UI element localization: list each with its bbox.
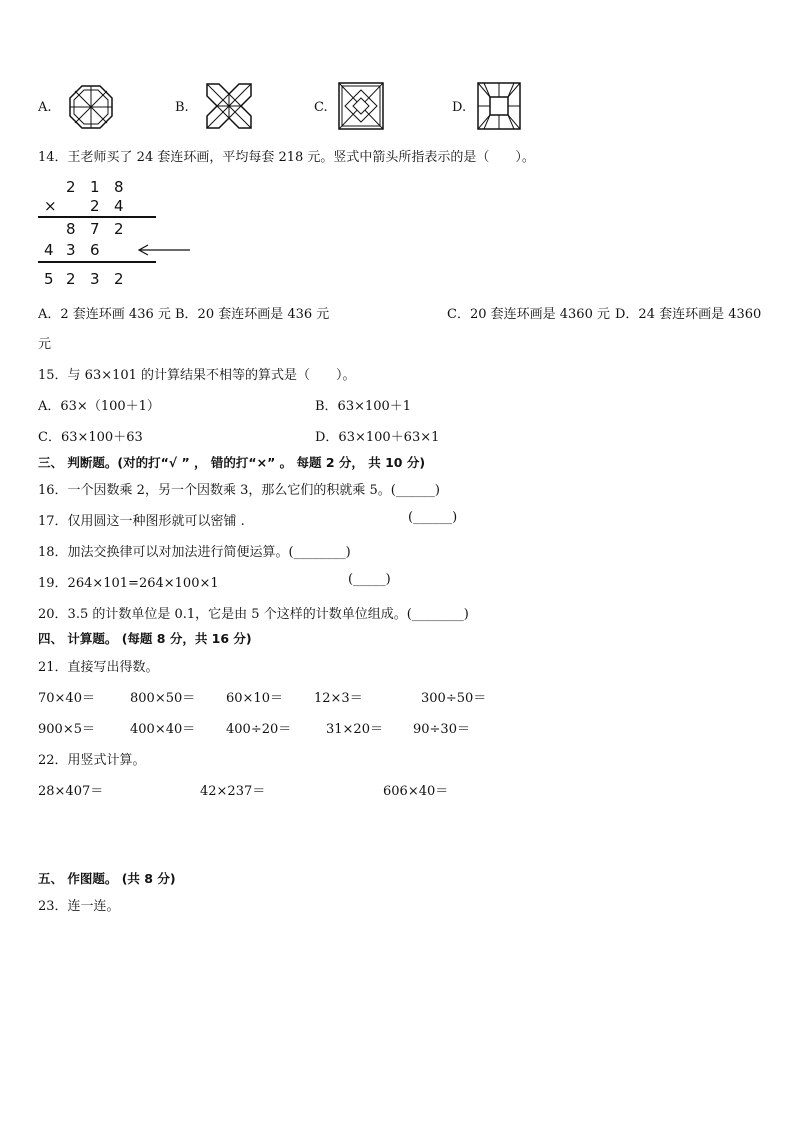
calc-item: 31×20＝ (326, 722, 383, 737)
digit: 2 (66, 178, 76, 196)
digit: 4 (44, 241, 54, 259)
digit: 7 (90, 220, 100, 238)
question-18: 18．加法交换律可以对加法进行简便运算。(________) (38, 545, 351, 560)
calc-item: 70×40＝ (38, 691, 95, 706)
left-arrow-icon (136, 244, 192, 256)
digit: 1 (90, 178, 100, 196)
question-19-blank: (_____) (348, 572, 391, 587)
section-5-heading: 五、 作图题。 (共 8 分) (38, 871, 176, 886)
calc-item: 90÷30＝ (413, 722, 470, 737)
octagon-pattern-figure (68, 84, 114, 130)
question-15-option-a: A．63×（100＋1） (38, 399, 160, 414)
question-16: 16．一个因数乘 2，另一个因数乘 3，那么它们的积就乘 5。(______) (38, 483, 440, 498)
calc-item: 60×10＝ (226, 691, 283, 706)
calc-item: 900×5＝ (38, 722, 95, 737)
question-21-stem: 21．直接写出得数。 (38, 660, 159, 675)
question-15-stem: 15．与 63×101 的计算结果不相等的算式是（ ）。 (38, 368, 356, 383)
square-grid-pattern-figure (477, 82, 521, 130)
question-19: 19．264×101=264×100×1 (38, 576, 219, 591)
digit: 6 (90, 241, 100, 259)
calc-item: 300÷50＝ (421, 691, 487, 706)
question-15-option-b: B．63×100＋1 (315, 399, 412, 414)
question-22-stem: 22．用竖式计算。 (38, 753, 146, 768)
calc-item: 800×50＝ (130, 691, 196, 706)
vertical-calc-item: 28×407＝ (38, 784, 104, 799)
digit: 2 (114, 220, 124, 238)
times-sign: × (44, 197, 57, 215)
section-3-heading: 三、 判断题。(对的打“√ ” ， 错的打“×” 。 每题 2 分， 共 10 分) (38, 455, 426, 470)
question-14-options-ab: A．2 套连环画 436 元 B．20 套连环画是 436 元 (38, 307, 330, 322)
digit: 2 (66, 270, 76, 288)
question-14-option-d-wrap: 元 (38, 337, 52, 352)
question-14-option-d: D．24 套连环画是 4360 (615, 307, 762, 322)
calc-item: 400×40＝ (130, 722, 196, 737)
digit: 3 (66, 241, 76, 259)
option-label-c: C. (314, 100, 328, 115)
digit: 3 (90, 270, 100, 288)
digit: 4 (114, 197, 124, 215)
digit: 8 (66, 220, 76, 238)
question-14-option-c: C．20 套连环画是 4360 元 (447, 307, 610, 322)
question-15-option-d: D．63×100＋63×1 (315, 430, 440, 445)
digit: 2 (90, 197, 100, 215)
question-15-option-c: C．63×100＋63 (38, 430, 143, 445)
question-17-blank: (______) (408, 510, 458, 525)
digit: 5 (44, 270, 54, 288)
calc-item: 12×3＝ (314, 691, 363, 706)
calc-item: 400÷20＝ (226, 722, 292, 737)
cross-pattern-figure (205, 82, 253, 130)
vertical-calc-item: 42×237＝ (200, 784, 266, 799)
question-14-stem: 14．王老师买了 24 套连环画，平均每套 218 元。竖式中箭头所指表示的是（ ）。 (38, 150, 535, 165)
divider-line (38, 216, 156, 218)
divider-line (38, 261, 156, 263)
vertical-calc-item: 606×40＝ (383, 784, 449, 799)
question-17: 17．仅用圆这一种图形就可以密铺 . (38, 514, 245, 529)
digit: 2 (114, 270, 124, 288)
option-label-b: B. (175, 100, 189, 115)
square-diamond-pattern-figure (338, 82, 384, 130)
question-20: 20．3.5 的计数单位是 0.1，它是由 5 个这样的计数单位组成。(________) (38, 607, 469, 622)
option-label-d: D. (452, 100, 467, 115)
option-label-a: A. (38, 100, 52, 115)
digit: 8 (114, 178, 124, 196)
question-23: 23．连一连。 (38, 899, 120, 914)
section-4-heading: 四、 计算题。 (每题 8 分，共 16 分) (38, 631, 252, 646)
